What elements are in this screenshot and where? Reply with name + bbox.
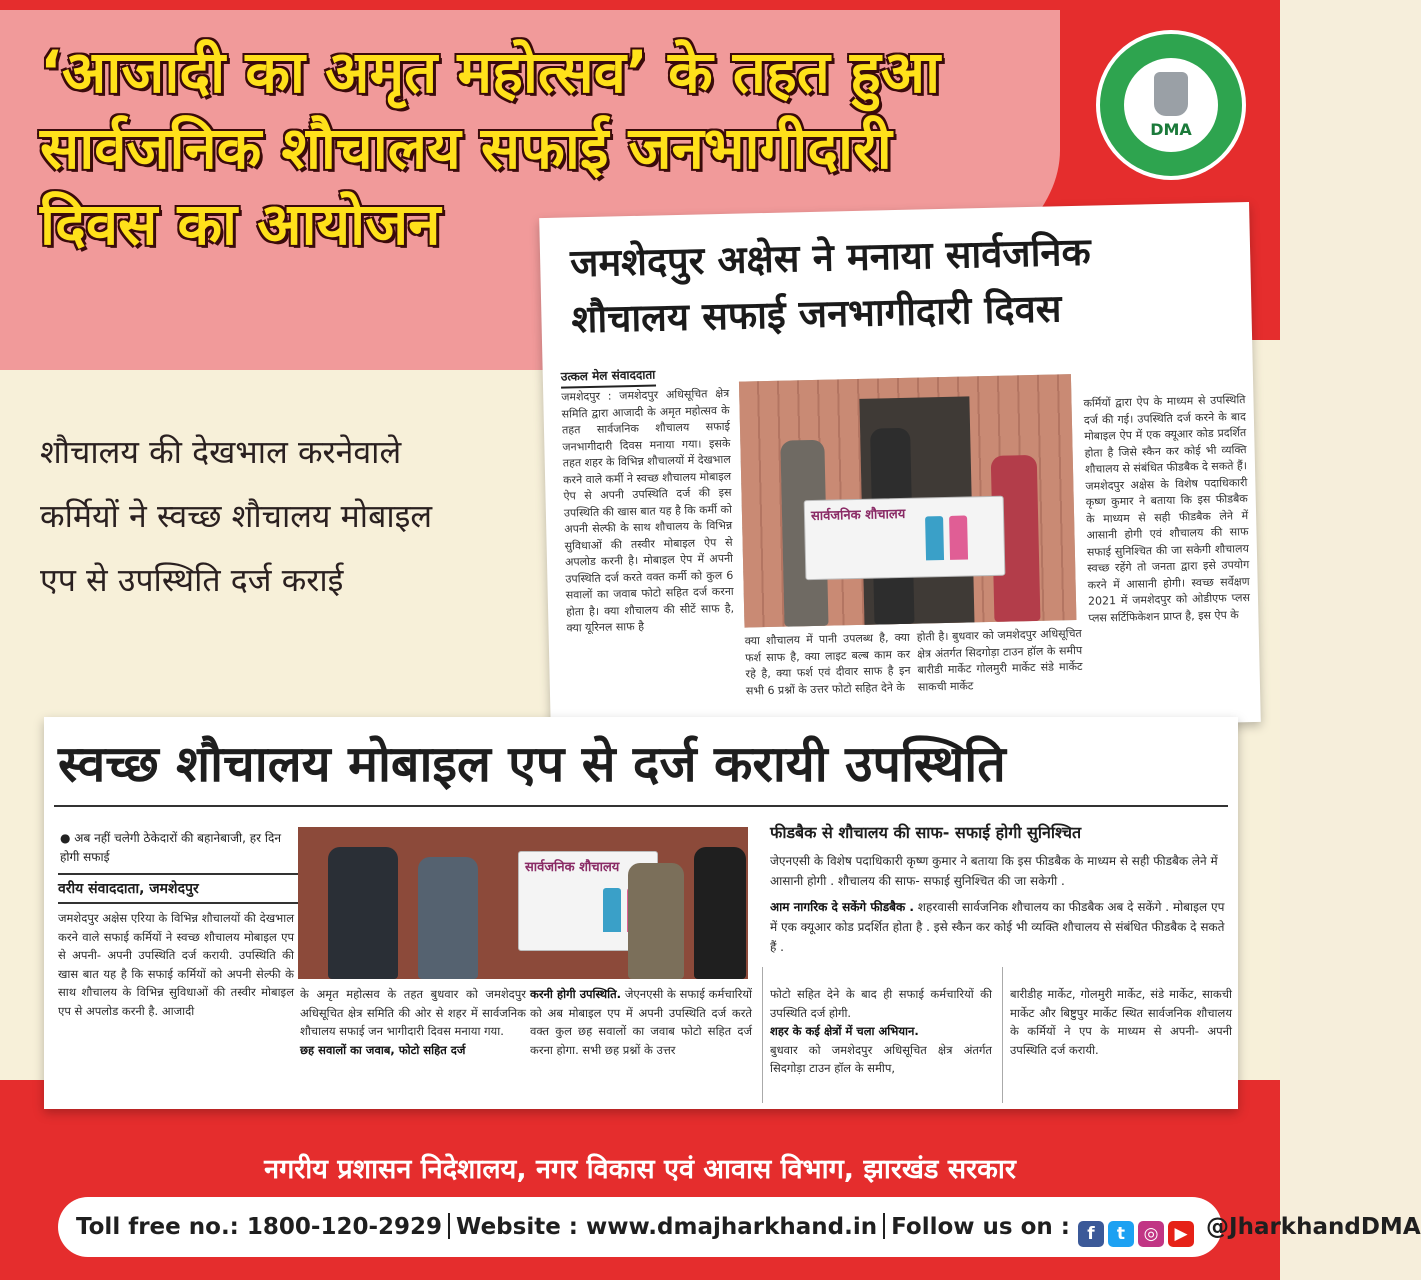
clip2-photo <box>298 827 748 979</box>
clip2-column-2 <box>300 985 526 1105</box>
headline-line-3: दिवस का आयोजन <box>40 190 441 258</box>
toilet-icon <box>949 515 968 559</box>
twitter-icon[interactable]: t <box>1108 1221 1134 1247</box>
clip1-headline-line-1: जमशेदपुर अक्षेस ने मनाया सार्वजनिक <box>569 229 1092 286</box>
clip2-column-3-text: जेएनएसी के सफाई कर्मचारियों को अब मोबाइल एप में अपनी उपस्थिति दर्ज करते वक्त कुल छह सवालों का जवाब फोटो सहित दर्ज करना होगा. सभी छह प्रश्नों के उत्तर <box>530 987 753 1057</box>
person-figure <box>418 857 478 979</box>
column-divider <box>1002 967 1003 1103</box>
footer-title: नगरीय प्रशासन निदेशालय, नगर विकास एवं आवास विभाग, झारखंड सरकार <box>264 1154 1016 1185</box>
clip2-feedback-text: जेएनएसी के विशेष पदाधिकारी कृष्ण कुमार ने बताया कि इस फीडबैक के माध्यम से सही फीडबैक लेने में आसानी होगी . शौचालय की साफ- सफाई सुनिश्चित की जा सकेगी . <box>770 854 1218 888</box>
clip2-column-1: जमशेदपुर अक्षेस एरिया के विभिन्न शौचालयों की देखभाल करने वाले सफाई कर्मियों ने स्वच्छ शौचालय मोबाइल एप से अपनी- अपनी उपस्थिति दर्ज करायी. उपस्थिति की खास बात यह है कि सफाई कर्मियों को अपनी सेल्फी के साथ शौचालय के विभिन्न सुविधाओं की तस्वीर मोबाइल एप से अपलोड करनी है. आजादी <box>58 911 294 1018</box>
subtext-line-2: कर्मियों ने स्वच्छ शौचालय मोबाइल <box>40 497 433 535</box>
person-figure <box>328 847 398 979</box>
website-link[interactable]: Website : www.dmajharkhand.in <box>456 1214 878 1240</box>
clip1-column-2: क्या शौचालय में पानी उपलब्ध है, क्या फर्श साफ है, क्या लाइट बल्ब काम कर रहे है, क्या फर्श एवं दीवार साफ है इन सभी 6 प्रश्नों के उत्तर फोटो सहित देने के <box>744 630 911 698</box>
clip2-column-3 <box>530 985 752 1105</box>
clip1-banner <box>804 496 1006 581</box>
subtext <box>40 420 540 612</box>
clip2-column-3-lead: करनी होगी उपस्थिति. <box>530 987 622 1001</box>
headline-line-2: सार्वजनिक शौचालय सफाई जनभागीदारी <box>40 114 892 182</box>
clip1-banner-text: सार्वजनिक शौचालय <box>810 506 906 525</box>
clip2-headline: स्वच्छ शौचालय मोबाइल एप से दर्ज करायी उपस्थिति <box>58 735 1006 793</box>
toll-free-number: Toll free no.: 1800-120-2929 <box>76 1214 443 1240</box>
clip2-byline: वरीय संवाददाता, जमशेदपुर <box>58 873 298 904</box>
footer-contact-bar <box>58 1197 1421 1257</box>
clip2-column-5: बारीडीह मार्केट, गोलमुरी मार्केट, संडे मार्केट, साकची मार्केट और बिष्टुपुर मार्केट स्थित सार्वजनिक शौचालय के कर्मियों ने एप के माध्यम से अपनी- अपनी उपस्थिति दर्ज करायी. <box>1010 987 1232 1057</box>
clip2-column-4-rest: बुधवार को जमशेदपुर अधिसूचित क्षेत्र अंतर्गत सिदगोड़ा टाउन हॉल के समीप, <box>770 1042 992 1075</box>
clip1-headline <box>570 220 1232 347</box>
clip2-feedback-title: फीडबैक से शौचालय की साफ- सफाई होगी सुनिश्चित <box>770 823 1082 842</box>
column-divider <box>762 967 763 1103</box>
clip2-banner-text: सार्वजनिक शौचालय <box>525 860 620 875</box>
news-clip-utkal-mail <box>539 202 1261 738</box>
separator <box>883 1213 885 1239</box>
person-figure <box>694 847 746 979</box>
ashoka-emblem-icon <box>1154 72 1188 116</box>
clip1-column-3: होती है। बुधवार को जमशेदपुर अधिसूचित क्षेत्र अंतर्गत सिदगोड़ा टाउन हॉल के समीप बारीडी मार्केट गोलमुरी मार्केट संडे मार्केट साकची मार्केट <box>916 626 1083 694</box>
instagram-icon[interactable]: ◎ <box>1138 1221 1164 1247</box>
facebook-icon[interactable]: f <box>1078 1221 1104 1247</box>
clip1-column-1: जमशेदपुर : जमशेदपुर अधिसूचित क्षेत्र समिति द्वारा आजादी के अमृत महोत्सव के तहत सार्वजनिक शौचालय सफाई जनभागीदारी दिवस मनाया गया। इसके तहत शहर के विभिन्न शौचालयों में देखभाल करने वाले कर्मी ने स्वच्छ शौचालय मोबाइल ऐप से अपनी उपस्थिति दर्ज की इस उपस्थिति की खास बात यह है कि कर्मी को अपनी सेल्फी के साथ शौचालय के विभिन्न सुविधाओं की तस्वीर मोबाइल ऐप से अपलोड करनी है। मोबाइल ऐप में अपनी उपस्थिति दर्ज करते वक्त कर्मी को कुल 6 सवालों का जवाब फोटो सहित दर्ज करना होता है। क्या शौचालय की सीटें साफ है, क्या यूरिनल साफ है <box>561 386 735 635</box>
dma-logo <box>1096 30 1246 180</box>
clip2-bullet-text: अब नहीं चलेगी ठेकेदारों की बहानेबाजी, हर दिन होगी सफाई <box>60 831 281 864</box>
clip2-column-4 <box>770 985 992 1105</box>
divider <box>54 805 1228 807</box>
social-handle[interactable]: @JharkhandDMA <box>1206 1214 1421 1240</box>
clip1-byline: उत्कल मेल संवाददाता <box>561 366 656 389</box>
follow-label: Follow us on : <box>891 1214 1070 1240</box>
clip2-feedback-body: शहरवासी सार्वजनिक शौचालय का फीडबैक अब दे सकेंगे . मोबाइल एप में एक क्यूआर कोड प्रदर्शित होता है . इसे स्कैन कर कोई भी व्यक्ति शौचालय से संबंधित फीडबैक दे सकते हैं . <box>770 900 1225 954</box>
clip1-headline-line-2: शौचालय सफाई जनभागीदारी दिवस <box>570 286 1062 342</box>
headline-line-1: ‘आजादी का अमृत महोत्सव’ के तहत हुआ <box>40 38 941 106</box>
clip1-photo <box>739 374 1076 627</box>
clip2-feedback-text-2 <box>770 897 1230 957</box>
clip2-column-2-text: के अमृत महोत्सव के तहत बुधवार को जमशेदपुर अधिसूचित क्षेत्र समिति की ओर से शहर में सार्वजनिक शौचालय सफाई जन भागीदारी दिवस मनाया गया. <box>300 987 526 1038</box>
subtext-line-3: एप से उपस्थिति दर्ज कराई <box>40 561 344 599</box>
toilet-icon <box>925 516 944 560</box>
clip1-column-4: कर्मियों द्वारा ऐप के माध्यम से उपस्थिति दर्ज की गई। उपस्थिति दर्ज करने के बाद मोबाइल ऐप में एक क्यूआर कोड प्रदर्शित होता है जिसे स्कैन कर कोई भी व्यक्ति शौचालय से संबंधित फीडबैक दे सकते हैं। जमशेदपुर अक्षेस के विशेष पदाधिकारी कृष्ण कुमार ने बताया कि इस फीडबैक के माध्यम से सही फीडबैक लेने में आसानी होगी एवं शौचालय की साफ सफाई सुनिश्चित की जा सकेगी शौचालय स्वच्छ रहेंगे तो जनता द्वारा इसे उपयोग करने में आसानी होगी। स्वच्छ सर्वेक्षण 2021 में जमशेदपुर को ओडीएफ प्लस प्लस सर्टिफिकेशन प्राप्त है, इस ऐप के <box>1083 393 1251 625</box>
person-figure <box>628 863 684 979</box>
toilet-icon <box>603 888 621 932</box>
subtext-line-1: शौचालय की देखभाल करनेवाले <box>40 433 402 471</box>
clip2-column-4-text: फोटो सहित देने के बाद ही सफाई कर्मचारियों की उपस्थिति दर्ज होगी. <box>770 987 992 1020</box>
logo-inner <box>1124 58 1218 152</box>
logo-text: DMA <box>1150 120 1192 139</box>
clip2-bullet: ● अब नहीं चलेगी ठेकेदारों की बहानेबाजी, हर दिन होगी सफाई <box>60 831 281 864</box>
clip2-column-2-subhead: छह सवालों का जवाब, फोटो सहित दर्ज <box>300 1042 466 1057</box>
separator <box>448 1213 450 1239</box>
news-clip-prabhat <box>44 717 1238 1109</box>
social-icons <box>1078 1214 1198 1244</box>
youtube-icon[interactable]: ▶ <box>1168 1221 1194 1247</box>
footer-contact-line <box>76 1213 1421 1247</box>
clip2-column-4-subhead: शहर के कई क्षेत्रों में चला अभियान. <box>770 1024 919 1038</box>
clip2-feedback-lead: आम नागरिक दे सकेंगे फीडबैक . <box>770 900 914 914</box>
